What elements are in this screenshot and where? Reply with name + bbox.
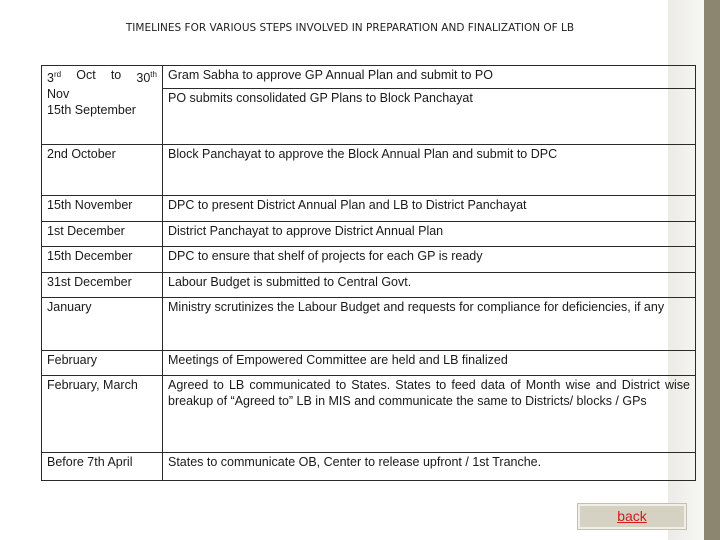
date-cell: February, March [42,376,163,453]
table-row [42,298,696,351]
table-row [42,376,696,453]
table-row [42,351,696,376]
date-range: 3rd Oct to 30th [47,68,157,86]
date-cell: Before 7th April [42,453,163,481]
table-row [42,247,696,273]
date-text: 15th September [47,103,136,118]
date-cell: 31st December [42,273,163,298]
desc-cell: Ministry scrutinizes the Labour Budget and requests for compliance for deficiencies, if any [163,298,696,351]
desc-cell: States to communicate OB, Center to release upfront / 1st Tranche. [163,453,696,481]
desc-cell: District Panchayat to approve District Annual Plan [163,222,696,247]
decorative-band-dark [704,0,720,540]
table-row [42,66,696,89]
back-button[interactable] [578,504,686,529]
table-row [42,196,696,222]
back-link[interactable]: back [617,508,647,524]
desc-cell: DPC to present District Annual Plan and LB to District Panchayat [163,196,696,222]
table-row [42,453,696,481]
date-cell: 2nd October [42,145,163,196]
date-cell: January [42,298,163,351]
desc-cell: Block Panchayat to approve the Block Annual Plan and submit to DPC [163,145,696,196]
date-cell: 3rd Oct to 30th Nov 15th September [42,66,163,145]
date-cell: 15th December [42,247,163,273]
page-title: TIMELINES FOR VARIOUS STEPS INVOLVED IN PREPARATION AND FINALIZATION OF LB [125,22,575,34]
date-cell: 1st December [42,222,163,247]
desc-cell: Gram Sabha to approve GP Annual Plan and submit to PO [163,66,696,89]
date-cell: 15th November [42,196,163,222]
desc-cell: Agreed to LB communicated to States. States to feed data of Month wise and District wise breakup of “Agreed to” LB in MIS and communicate the same to Districts/ blocks / GPs [163,376,696,453]
timeline-table [41,65,696,481]
desc-cell: Labour Budget is submitted to Central Govt. [163,273,696,298]
table-row [42,222,696,247]
desc-cell: Meetings of Empowered Committee are held and LB finalized [163,351,696,376]
desc-cell: PO submits consolidated GP Plans to Block Panchayat [163,89,696,145]
table-row [42,273,696,298]
date-cell: February [42,351,163,376]
table-row [42,145,696,196]
desc-cell: DPC to ensure that shelf of projects for each GP is ready [163,247,696,273]
